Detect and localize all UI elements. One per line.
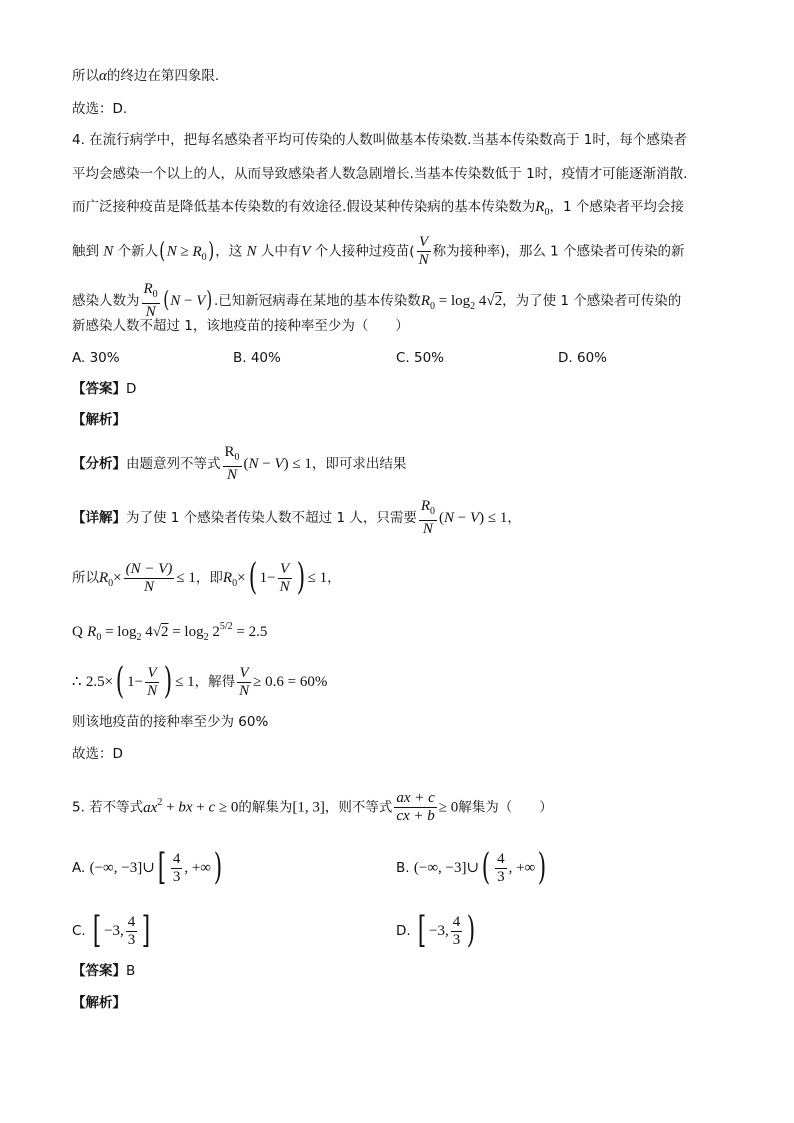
q4-stem-line-6: 新感染人数不超过 1，该地疫苗的接种率至少为（ ） <box>72 318 409 334</box>
q4-conclusion-line: 则该地疫苗的接种率至少为 60% <box>72 714 269 730</box>
q4-fenxi-line: 【分析】由题意列不等式 $\frac{R_0}{N}$ (N − V) ≤ 1，即可求出结果 <box>72 444 407 483</box>
q3-conclusion-line: 所以α的终边在第四象限. <box>72 68 220 84</box>
q4-stem-line-5: 感染人数为 $\frac{R_0}{N}$ (N − V).已知新冠病毒在某地的基本传染数$R_0 = \log_2 4√2$，为了使 1 个感染者可传染的 <box>72 281 682 320</box>
q4-stem-line-3: 而广泛接种疫苗是降低基本传染数的有效途径.假设某种传染病的基本传染数为$R_0$，1 个感染者平均会接 <box>72 199 684 218</box>
q4-option-a: A. 30% <box>72 350 120 366</box>
q5-option-b: B. (−∞, −3]∪( $\frac{4}{3}$ , +∞) <box>396 847 547 888</box>
q3-choice-line: 故选：D. <box>72 101 128 117</box>
q4-stem-line-2: 平均会感染一个以上的人，从而导致感染者人数急剧增长.当基本传染数低于 1时，疫情才可能逐渐消散. <box>72 166 688 182</box>
q4-so-line: 所以$R_0\times$ $\frac{(N - V)}{N}$ ≤ 1，即$R_0\times$( 1− $\frac{V}{N}$ ) ≤ 1， <box>72 557 341 598</box>
q5-analysis-tag: 【解析】 <box>72 995 126 1011</box>
fraction-v-over-n: $\frac{V}{N}$ <box>418 234 429 268</box>
q4-stem-line-1: 4. 在流行病学中，把每名感染者平均可传染的人数叫做基本传染数.当基本传染数高于 1时，每个感染者 <box>72 132 687 148</box>
q5-option-a: A. (−∞, −3]∪[ $\frac{4}{3}$ , +∞) <box>72 847 223 888</box>
q5-stem-line: 5. 若不等式$ax^2$ + bx + c ≥ 0的解集为[1, 3]，则不等式 $\frac{ax + c}{cx + b}$ ≥ 0解集为（ ） <box>72 790 553 824</box>
q4-therefore-line: ∴ 2.5×( 1− $\frac{V}{N}$ ) ≤ 1，解得 $\frac{V}{N}$ ≥ 0.6 = 60% <box>72 661 328 702</box>
q4-option-b: B. 40% <box>233 350 281 366</box>
q4-option-d: D. 60% <box>558 350 607 366</box>
q4-detail-line: 【详解】为了使 1 个感染者传染人数不超过 1 人，只需要 $\frac{R_0}{N}$ (N − V) ≤ 1， <box>72 498 521 537</box>
q4-option-c: C. 50% <box>396 350 445 366</box>
q5-option-c: C. [ −3, $\frac{4}{3}$ ] <box>72 910 151 951</box>
q5-option-d: D. [ −3, $\frac{4}{3}$ ) <box>396 910 476 951</box>
q4-because-line: Q $R_0 = \log_2 4√2 = \log_2 2^{5/2} = 2.5$ <box>72 621 268 643</box>
q5-answer-line: 【答案】B <box>72 963 136 979</box>
q4-answer-line: 【答案】D <box>72 381 137 397</box>
q4-analysis-tag: 【解析】 <box>72 412 126 428</box>
q4-stem-line-4: 触到 N 个新人$(N \ge R_0)$，这 N 人中有V 个人接种过疫苗( $\frac{V}{N}$ 称为接种率)，那么 1 个感染者可传染的新 <box>72 234 685 268</box>
q4-choice-line: 故选：D <box>72 746 123 762</box>
